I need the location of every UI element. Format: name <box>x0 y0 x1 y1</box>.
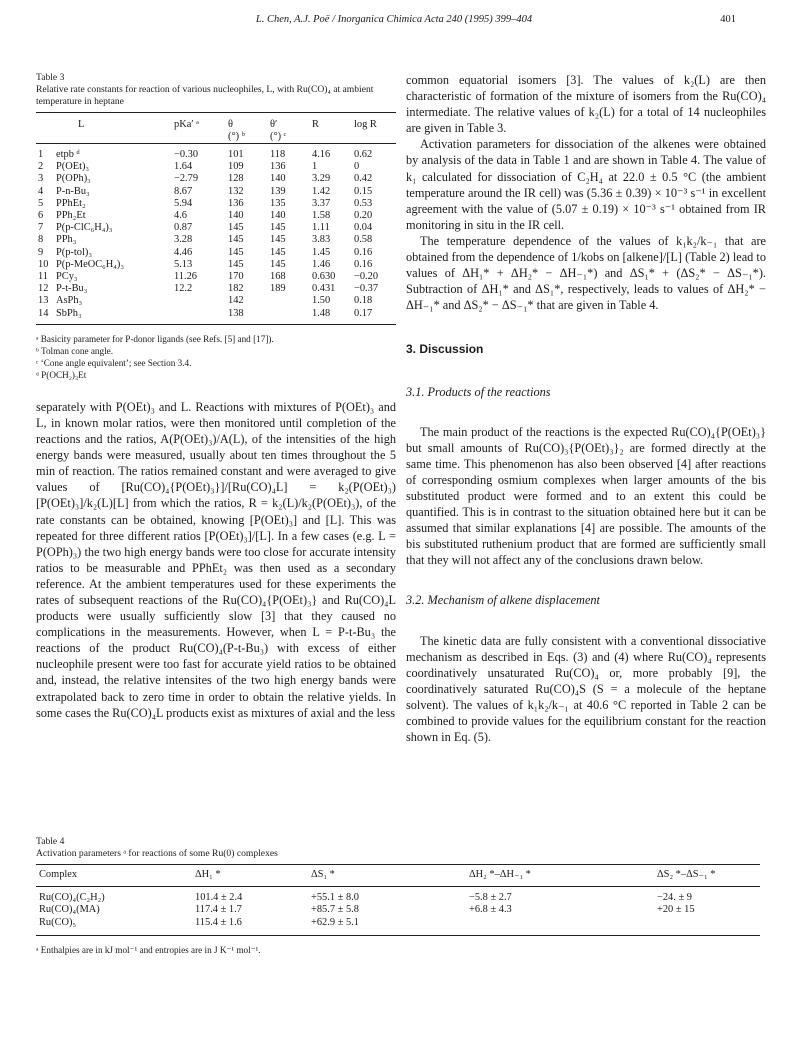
table-cell: 1 <box>312 161 318 173</box>
table-cell: 11.26 <box>174 271 197 283</box>
table-cell: 1 <box>38 149 44 160</box>
table3-caption-text: Relative rate constants for reaction of various nucleophiles, L, with Ru(CO)₄ at ambient temperature in heptane <box>36 84 374 107</box>
table-cell: +20 ± 15 <box>657 904 695 915</box>
table-cell: 117.4 ± 1.7 <box>195 904 242 915</box>
table-cell: 0.630 <box>312 271 336 283</box>
table-cell: 12 <box>38 283 49 295</box>
table-cell: 140 <box>228 210 244 222</box>
table4-footnote: ᵃ Enthalpies are in kJ mol⁻¹ and entropies are in J K⁻¹ mol⁻¹. <box>36 945 261 955</box>
table-cell: 5 <box>38 197 44 209</box>
table3-footnote: ᶜ ‘Cone angle equivalent’; see Section 3.4. <box>36 357 192 368</box>
table-cell: 168 <box>270 271 286 283</box>
table-cell: 132 <box>228 185 244 197</box>
section-heading: 3. Discussion <box>406 342 484 357</box>
table-cell: 5.13 <box>174 258 193 270</box>
table-cell: PPhEt₂ <box>56 197 86 209</box>
table-cell: 3.28 <box>174 234 193 246</box>
table-cell <box>268 295 310 307</box>
table-cell: 7 <box>38 222 44 234</box>
table-row <box>36 222 396 234</box>
table-cell: 10 <box>38 258 49 270</box>
table3-subheader-cell <box>36 131 54 144</box>
table-cell: 145 <box>270 222 286 234</box>
table-cell: PPh₂Et <box>56 210 86 222</box>
table-cell: 139 <box>270 185 286 197</box>
table-row <box>36 173 396 185</box>
table4-label: Table 4 <box>36 836 65 847</box>
table-cell: 0.87 <box>174 222 193 234</box>
running-header <box>0 14 788 32</box>
table3-subheader-cell <box>352 131 396 144</box>
table-cell: 0.20 <box>354 210 373 222</box>
body-paragraph: Activation parameters for dissociation of the alkenes were obtained by analysis of the data in Table 1 and are shown in Table 4. The value of k₁ calculated for dissociation of C₂H₄ at 22.0 ± 0.5 °C (the ambient temperature around the IR cell) was (5.36 ± 0.39) × 10⁻³ s⁻¹ in excellent agreement with the value of (5.07 ± 0.19) × 10⁻³ s⁻¹ obtained from IR monitoring in situ in the IR cell. <box>406 137 766 232</box>
table-cell: +55.1 ± 8.0 <box>311 891 359 903</box>
table-row <box>36 247 396 259</box>
table-cell: AsPh₃ <box>56 295 83 307</box>
table-cell: 1.11 <box>312 222 330 234</box>
table-cell: 145 <box>228 234 244 246</box>
table-cell: +62.9 ± 5.1 <box>311 916 359 928</box>
table3-label: Table 3 <box>36 72 65 83</box>
subsection-heading: 3.2. Mechanism of alkene displacement <box>406 593 600 608</box>
body-paragraph: The main product of the reactions is the expected Ru(CO)₄{P(OEt)₃} but small amounts of Ru(CO)₃{P(OEt)₃}₂ are formed directly at the same time. This phenomenon has also been observed [4] after reactions of corresponding osmium complexes when larger amounts of the bis substituted product were formed and to an extent this could be quantified. This is in contrast to the situation obtained here but it can be assumed that similar explanations [4] are possible. The amounts of the bis substituted ruthenium product that are formed are sufficiently small that they will not affect any of the conclusions drawn below. <box>406 424 766 568</box>
table-cell: 1.58 <box>312 210 331 222</box>
table-cell: 145 <box>270 258 286 270</box>
table-cell: 14 <box>38 307 49 319</box>
table-cell: 145 <box>228 258 244 270</box>
table-cell: 4.46 <box>174 246 193 258</box>
table-cell: −24. ± 9 <box>657 891 692 903</box>
table-cell: 140 <box>270 173 286 185</box>
table3-header-cell <box>36 113 54 132</box>
table-cell: PPh₃ <box>56 234 77 246</box>
table-cell: Ru(CO)₅ <box>39 916 77 928</box>
table3-body <box>36 144 396 320</box>
table-cell: 13 <box>38 295 49 307</box>
table-row <box>36 259 396 271</box>
table3-footnote: ᵃ Basicity parameter for P-donor ligands (see Refs. [5] and [17]). <box>36 333 274 344</box>
table-cell: 145 <box>228 222 244 234</box>
table-cell: 8.67 <box>174 185 193 197</box>
table4-bottom-rule <box>36 935 760 936</box>
table-cell: −5.8 ± 2.7 <box>469 891 512 903</box>
table-cell: 0.62 <box>354 149 373 160</box>
table-cell: 142 <box>228 295 244 307</box>
table4-header-cell: ΔH₁ * <box>195 869 221 880</box>
table-cell: Ru(CO)₄(C₂H₂) <box>39 891 105 903</box>
table-cell <box>654 917 760 930</box>
table-row <box>36 308 396 320</box>
table-row <box>36 186 396 198</box>
table3-subheader-cell <box>172 131 226 144</box>
table-cell: 136 <box>228 197 244 209</box>
table-cell: P(p-tol)₃ <box>56 246 92 258</box>
table-cell: 5.94 <box>174 197 193 209</box>
table-cell <box>172 308 226 320</box>
table3-subheader-cell: (°) ᵇ <box>228 131 245 142</box>
table-row <box>36 295 396 307</box>
table-cell: 8 <box>38 234 44 246</box>
table-row <box>36 283 396 295</box>
table-cell: 145 <box>228 246 244 258</box>
table-row <box>36 904 760 917</box>
table-cell: 0.15 <box>354 185 373 197</box>
body-paragraph: common equatorial isomers [3]. The values of k₂(L) are then characteristic of formation of the mixture of isomers from the Ru(CO)₄ intermediate. The relative values of k₂(L) for a total of 14 nucleophiles are given in Table 3. <box>406 73 766 136</box>
table-cell <box>172 295 226 307</box>
table4-block <box>36 836 760 956</box>
table-cell: 2 <box>38 161 44 173</box>
table3-footnote: ᵈ P(OCH₂)₃Et <box>36 369 87 380</box>
table-cell: PCy₃ <box>56 271 78 283</box>
table-cell: P-t-Bu₃ <box>56 283 88 295</box>
table-cell: +6.8 ± 4.3 <box>469 904 512 915</box>
subsection-heading: 3.1. Products of the reactions <box>406 384 551 399</box>
table4-caption-text: Activation parameters ᵃ for reactions of some Ru(0) complexes <box>36 848 278 859</box>
table-cell: 136 <box>270 161 286 173</box>
table-cell: 0.16 <box>354 258 373 270</box>
table3-subheader-cell: (°) ᶜ <box>270 131 287 142</box>
body-paragraph: The kinetic data are fully consistent with a conventional dissociative mechanism as described in Eqs. (3) and (4) where Ru(CO)₄ represents coordinatively unsaturated Ru(CO)₄ or, more probably [9], the coordinatively saturated Ru(CO)₄S (S = a molecule of the heptane solvent). The values of k₁k₂/k₋₁ at 40.6 °C reported in Table 2 can be combined to provide values for the equilibrium constant for the reaction shown in Eq. (5). <box>406 633 766 745</box>
page-number: 401 <box>720 14 736 25</box>
table-cell: 9 <box>38 246 44 258</box>
table-cell: 0.17 <box>354 307 373 319</box>
table4-header-cell: ΔS₂ *–ΔS₋₁ * <box>657 869 716 880</box>
table-cell: 135 <box>270 197 286 209</box>
table-cell: 140 <box>270 210 286 222</box>
table3-header-cell: pKa′ ᵃ <box>174 119 200 130</box>
table3-bottom-rule <box>36 324 396 325</box>
table-cell: etpb ᵈ <box>56 149 80 160</box>
table-cell: P(OEt)₃ <box>56 161 90 173</box>
table4-body <box>36 886 760 929</box>
table-cell <box>268 308 310 320</box>
table3-caption <box>36 72 396 108</box>
table-cell: 0.16 <box>354 246 373 258</box>
table-cell: Ru(CO)₄(MA) <box>39 904 100 915</box>
table-cell: 0.42 <box>354 173 373 185</box>
table3-subheader-cell <box>310 131 352 144</box>
table3 <box>36 112 396 320</box>
table-cell: P(p-ClC₆H₄)₃ <box>56 222 113 234</box>
table-cell: −0.30 <box>174 149 199 160</box>
table-cell: 1.64 <box>174 161 193 173</box>
table-cell: 0.58 <box>354 234 373 246</box>
table-row <box>36 271 396 283</box>
table-cell: 1.46 <box>312 258 331 270</box>
table4-header-cell: ΔH₂ *–ΔH₋₁ * <box>469 869 531 880</box>
table-cell: 101.4 ± 2.4 <box>195 891 243 903</box>
table-cell: 6 <box>38 210 44 222</box>
table-cell: 12.2 <box>174 283 193 295</box>
table-cell: 1.48 <box>312 307 331 319</box>
table4-caption <box>36 836 760 860</box>
table-row <box>36 210 396 222</box>
table-row <box>36 144 396 162</box>
table-cell: 170 <box>228 271 244 283</box>
table3-header-cell: L <box>78 119 85 130</box>
table-cell: 0 <box>354 161 360 173</box>
table3-footnote: ᵇ Tolman cone angle. <box>36 345 114 356</box>
table-row <box>36 198 396 210</box>
table-cell: 182 <box>228 283 244 295</box>
left-column <box>36 72 396 721</box>
table-cell: 189 <box>270 283 286 295</box>
table-cell: 101 <box>228 149 244 160</box>
table-cell: 115.4 ± 1.6 <box>195 916 242 928</box>
table3-header-cell: R <box>312 119 319 130</box>
table3-header-cell: θ′ <box>270 119 278 130</box>
table-cell: −0.37 <box>354 283 379 295</box>
table-cell <box>466 917 654 930</box>
table-cell: 128 <box>228 173 244 185</box>
table-row <box>36 161 396 173</box>
table-cell: 0.53 <box>354 197 373 209</box>
body-paragraph: separately with P(OEt)₃ and L. Reactions with mixtures of P(OEt)₃ and L, in known molar ratios, were then monitored until completion of the reactions and the ratios, A(P(OEt)₃)/A(L), of the intensities of the high energy bands were measured, usually about ten times throughout the 5 min of reaction. The ratios remained constant and were averaged to give values of [Ru(CO)₄{P(OEt)₃}]/[Ru(CO)₄L] = k₂(P(OEt)₃)[P(OEt)₃]/k₂(L)[L] from which the ratios, R = k₂(L)/k₂(P(OEt)₃), of the rate constants can be obtained, knowing [P(OEt)₃] and [L]. This was repeated for three different ratios [P(OEt)₃]/[L]. In a few cases (e.g. L = P(OPh)₃) the two high energy bands were too close for accurate intensity ratios to be measurable and PPhEt₂ was then used as a secondary reference. At the ambient temperatures used for these experiments the rates of subsequent reactions of the Ru(CO)₄{P(OEt)₃} and Ru(CO)₄L products were usually sufficiently slow [3] that they caused no complications in the measurements. However, when L = P-t-Bu₃ the reactions of the product Ru(CO)₄(P-t-Bu₃) with excess of either nucleophile present were too fast for accurate yield ratios to be obtained and, instead, the relative intensites of the two high energy bands were extrapolated back to zero time in order to obtain the relative yields. In some cases the Ru(CO)₄L products exist as mixtures of axial and the less <box>36 399 396 720</box>
table-cell: 3.37 <box>312 197 331 209</box>
table-cell: 3.29 <box>312 173 331 185</box>
table-cell: 1.50 <box>312 295 331 307</box>
table-cell: 3.83 <box>312 234 331 246</box>
right-column <box>406 72 766 745</box>
table4-header-cell: ΔS₁ * <box>311 869 335 880</box>
body-paragraph: The temperature dependence of the values of k₁k₂/k₋₁ that are obtained from the dependence of 1/kobs on [alkene]/[L] (Table 2) lead to values of ΔH₁* + ΔH₂* − ΔH₋₁*) and ΔS₁* + (ΔS₂* − ΔS₋₁*). Subtraction of ΔH₁* and ΔS₁*, respectively, leads to values of ΔH₂* − ΔH₋₁* and ΔS₂* − ΔS₋₁* that are given in Table 4. <box>406 233 766 313</box>
table-cell: P-n-Bu₃ <box>56 185 90 197</box>
table3-subheader-cell <box>54 131 172 144</box>
running-title: L. Chen, A.J. Poë / Inorganica Chimica Acta 240 (1995) 399–404 <box>255 14 533 25</box>
table-cell: 4.16 <box>312 149 331 160</box>
table4-header-cell: Complex <box>39 869 78 880</box>
table-row <box>36 917 760 930</box>
table-cell: 1.45 <box>312 246 331 258</box>
table-cell: 0.431 <box>312 283 336 295</box>
table-cell: +85.7 ± 5.8 <box>311 904 359 915</box>
table-cell: SbPh₃ <box>56 307 82 319</box>
table-cell: P(p-MeOC₆H₄)₃ <box>56 258 125 270</box>
table3-header-cell: log R <box>354 119 377 130</box>
table-cell: 1.42 <box>312 185 331 197</box>
table3-footnotes <box>36 333 396 381</box>
table-cell: 118 <box>270 149 286 160</box>
table-cell: 0.18 <box>354 295 373 307</box>
table-cell: 4 <box>38 185 44 197</box>
table-cell: 0.04 <box>354 222 373 234</box>
table-cell: 4.6 <box>174 210 187 222</box>
table-cell: 109 <box>228 161 244 173</box>
table-cell: −2.79 <box>174 173 199 185</box>
table-cell: 138 <box>228 307 244 319</box>
table-row <box>36 886 760 904</box>
table-cell: 3 <box>38 173 44 185</box>
table-cell: 145 <box>270 234 286 246</box>
table-cell: 11 <box>38 271 49 283</box>
table4 <box>36 864 760 929</box>
table-cell: −0.20 <box>354 271 379 283</box>
table-row <box>36 234 396 246</box>
table-cell: 145 <box>270 246 286 258</box>
table3-header-cell: θ <box>228 119 233 130</box>
table-cell: P(OPh)₃ <box>56 173 91 185</box>
